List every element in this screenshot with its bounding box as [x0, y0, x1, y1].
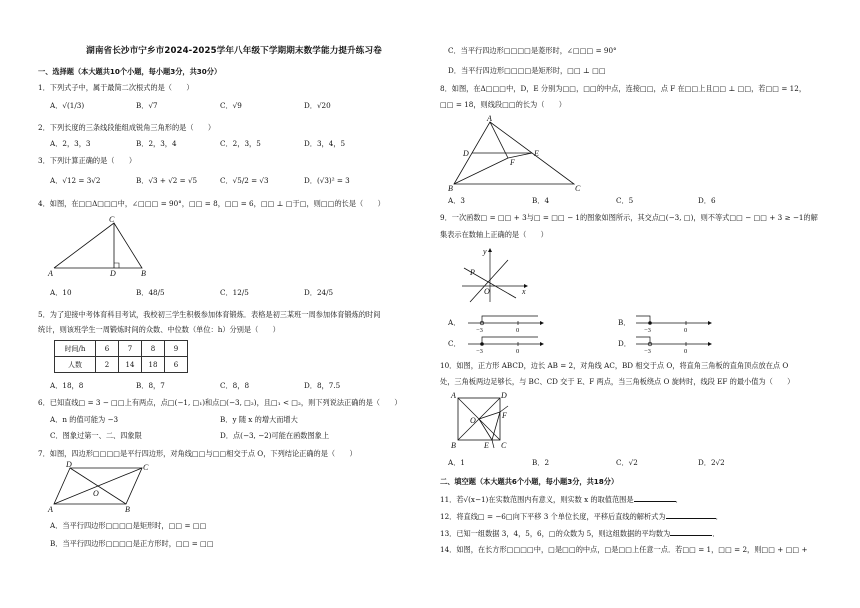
q8-label-a: A: [487, 114, 492, 123]
q9-option-d[interactable]: D．: [618, 339, 631, 348]
q8-stem-line2: □□ = 18，则线段□□的长为（ ）: [440, 100, 566, 109]
q9-label-x: x: [522, 287, 526, 296]
q1-option-c[interactable]: C．√9: [220, 101, 242, 110]
q8-label-d: D: [463, 149, 469, 158]
q2-option-c[interactable]: C．2，3，5: [220, 139, 261, 148]
q4-label-d: D: [110, 269, 116, 278]
q10-label-a: A: [451, 391, 456, 400]
q11-answer-blank[interactable]: [634, 494, 676, 502]
table-cell: 2: [96, 357, 119, 373]
q4-option-c[interactable]: C．12/5: [220, 288, 249, 297]
q9-option-c[interactable]: C．: [448, 339, 461, 348]
q8-label-f: F: [510, 158, 515, 167]
q10-label-d: D: [501, 391, 507, 400]
q6-option-d[interactable]: D．点(−3, −2)可能在函数图象上: [220, 431, 330, 440]
q10-label-e: E: [484, 441, 489, 450]
exam-title: 湖南省长沙市宁乡市2024-2025学年八年级下学期期末数学能力提升练习卷: [86, 46, 382, 56]
q6-option-a[interactable]: A．n 的值可能为 −3: [50, 415, 119, 424]
q8-option-b[interactable]: B．4: [532, 196, 550, 205]
q7-label-a: A: [48, 505, 53, 514]
q5-stem-line1: 5．为了迎接中考体育科目考试，我校初三学生积极参加体育锻炼．表格是初三某班一周参加体育锻炼的时间: [38, 310, 381, 319]
svg-text:−3: −3: [644, 348, 651, 355]
table-cell: 人数: [55, 357, 96, 373]
q10-option-b[interactable]: B．2: [532, 458, 550, 467]
q9-label-o: O: [484, 287, 490, 296]
q7-label-b: B: [125, 505, 130, 514]
q9-numberline-b: [636, 313, 716, 333]
table-cell: 8: [142, 341, 165, 357]
svg-text:0: 0: [684, 327, 688, 334]
table-cell: 9: [165, 341, 188, 357]
q8-option-a[interactable]: A．3: [448, 196, 465, 205]
q10-stem-line2: 处，三角板两边足够长，与 BC、CD 交于 E、F 两点，当三角板绕点 O 旋转时，线段 EF 的最小值为（ ）: [440, 377, 795, 386]
q4-right-triangle-figure: [48, 215, 158, 280]
q3-option-c[interactable]: C．√5/2 = √3: [220, 176, 269, 185]
svg-text:0: 0: [516, 348, 520, 355]
q13-answer-blank[interactable]: [670, 528, 712, 536]
q5-time-table: [54, 340, 188, 373]
q9-option-a[interactable]: A．: [448, 318, 461, 327]
q9-stem-line2: 集表示在数轴上正确的是（ ）: [440, 230, 548, 239]
q9-stem-line1: 9．一次函数□ = □□ + 3与□ = □□ − 1的图象如图所示，其交点□(−3, □)，则不等式□□ − □□ + 3 ≥ −1的解: [440, 213, 818, 222]
q3-option-a[interactable]: A．√12 = 3√2: [50, 176, 101, 185]
q2-option-b[interactable]: B．2，3，4: [136, 139, 177, 148]
q4-option-d[interactable]: D．24/5: [304, 288, 334, 297]
q6-option-b[interactable]: B．y 随 x 的增大而增大: [220, 415, 298, 424]
q7-label-c: C: [143, 463, 149, 472]
q9-numberline-c: [468, 334, 548, 354]
q9-label-p: P: [470, 268, 475, 277]
table-cell: 6: [96, 341, 119, 357]
q9-graph-figure: [460, 246, 530, 306]
q10-label-o: O: [470, 416, 476, 425]
q8-label-e: E: [534, 149, 539, 158]
q4-label-c: C: [109, 215, 115, 224]
svg-text:−3: −3: [476, 327, 483, 334]
q10-option-a[interactable]: A．1: [448, 458, 465, 467]
q5-stem-line2: 统计，则该班学生一周锻炼时间的众数、中位数（单位：h）分别是（ ）: [38, 325, 280, 334]
q7-option-b[interactable]: B．当平行四边形□□□□是正方形时，□□ = □□: [50, 539, 214, 548]
q7-option-c[interactable]: C．当平行四边形□□□□是菱形时，∠□□□ = 90°: [448, 46, 617, 55]
svg-text:−3: −3: [476, 348, 483, 355]
q1-option-d[interactable]: D．√20: [304, 101, 331, 110]
q8-label-b: B: [448, 184, 453, 193]
q3-option-d[interactable]: D．(√3)² = 3: [304, 176, 350, 185]
table-cell: 14: [119, 357, 142, 373]
q3-option-b[interactable]: B．√3 + √2 = √5: [136, 176, 198, 185]
q2-option-a[interactable]: A．2，3，3: [50, 139, 91, 148]
q5-option-a[interactable]: A．18，8: [50, 381, 84, 390]
q5-option-d[interactable]: D．8，7.5: [304, 381, 341, 390]
q9-numberline-d: [636, 334, 716, 354]
q14-stem: 14．如图，在长方形□□□□中，□是□□的中点，□是□□上任意一点．若□□ = 1，□□ = 2，则□□ + □□ +: [440, 545, 808, 554]
q8-stem-line1: 8．如图，在Δ□□□中，D，E 分别为□□，□□的中点，连接□□，点 F 在□□上且□□ ⊥ □□，若□□ = 12，: [440, 84, 807, 93]
q7-label-o: O: [93, 489, 99, 498]
table-cell: 时间/h: [55, 341, 96, 357]
q1-option-a[interactable]: A．√(1/3): [50, 101, 85, 110]
section-fill-heading: 二、填空题（本大题共6个小题，每小题3分，共18分）: [440, 477, 619, 486]
q10-square-figure: [450, 392, 520, 452]
svg-text:−3: −3: [644, 327, 651, 334]
q10-stem-line1: 10．如图，正方形 ABCD，边长 AB = 2，对角线 AC，BD 相交于点 O，将直角三角板的直角顶点放在点 O: [440, 361, 789, 370]
q8-triangle-figure: [448, 116, 598, 192]
q9-numberline-a: [468, 313, 548, 333]
q7-option-a[interactable]: A．当平行四边形□□□□是矩形时，□□ = □□: [50, 521, 207, 530]
q1-option-b[interactable]: B．√7: [136, 101, 158, 110]
q8-option-c[interactable]: C．5: [616, 196, 634, 205]
q12-stem: 12．将直线□ = −6□向下平移 3 个单位长度，平移后直线的解析式为 ．: [440, 512, 723, 521]
q12-answer-blank[interactable]: [666, 511, 716, 519]
q7-label-d: D: [66, 460, 72, 469]
q10-label-b: B: [451, 441, 456, 450]
table-cell: 6: [165, 357, 188, 373]
q2-option-d[interactable]: D．3，4，5: [304, 139, 346, 148]
q4-stem: 4．如图，在□□Δ□□□中，∠□□□ = 90°，□□ = 8，□□ = 6，□□ ⊥ □于□，则□□的长是（ ）: [38, 199, 385, 208]
q4-option-b[interactable]: B．48/5: [136, 288, 165, 297]
q4-option-a[interactable]: A．10: [50, 288, 72, 297]
q9-option-b[interactable]: B．: [618, 318, 631, 327]
q10-label-c: C: [501, 441, 507, 450]
q1-stem: 1．下列式子中，属于最简二次根式的是（ ）: [38, 83, 194, 92]
q7-parallelogram-figure: [48, 462, 158, 512]
q10-option-d[interactable]: D．2√2: [698, 458, 725, 467]
q10-label-f: F: [502, 411, 507, 420]
q10-option-c[interactable]: C．√2: [616, 458, 638, 467]
q13-stem: 13．已知一组数据 3，4，5，6，□的众数为 5，则这组数据的平均数为 ．: [440, 529, 720, 538]
svg-text:0: 0: [516, 327, 520, 334]
q4-label-b: B: [141, 269, 146, 278]
section-choice-heading: 一、选择题（本大题共10个小题，每小题3分，共30分）: [38, 67, 222, 76]
q8-label-c: C: [575, 184, 581, 193]
q6-option-c[interactable]: C．图象过第一、二、四象限: [50, 431, 142, 440]
svg-text:0: 0: [684, 348, 688, 355]
table-cell: 7: [119, 341, 142, 357]
q4-label-a: A: [48, 269, 53, 278]
q6-stem: 6．已知直线□ = 3 − □□上有两点，点□(−1, □₁)和点□(−3, □₂)，且□₁ < □₂，则下列说法正确的是（ ）: [38, 398, 402, 407]
q7-stem: 7．如图，四边形□□□□是平行四边形，对角线□□与□□相交于点 O，下列结论正确的是（ ）: [38, 449, 357, 458]
q2-stem: 2．下列长度的三条线段能组成锐角三角形的是（ ）: [38, 123, 216, 132]
q5-option-b[interactable]: B．8，7: [136, 381, 165, 390]
q3-stem: 3．下列计算正确的是（ ）: [38, 156, 137, 165]
table-cell: 18: [142, 357, 165, 373]
q7-option-d[interactable]: D．当平行四边形□□□□是矩形时，□□ ⊥ □□: [448, 66, 606, 75]
q5-option-c[interactable]: C．8，8: [220, 381, 250, 390]
q11-stem: 11．若√(x−1)在实数范围内有意义，则实数 x 的取值范围是 ．: [440, 495, 683, 504]
table-row: [55, 341, 188, 357]
table-row: [55, 357, 188, 373]
q9-label-y: y: [483, 247, 487, 256]
q8-option-d[interactable]: D．6: [698, 196, 716, 205]
